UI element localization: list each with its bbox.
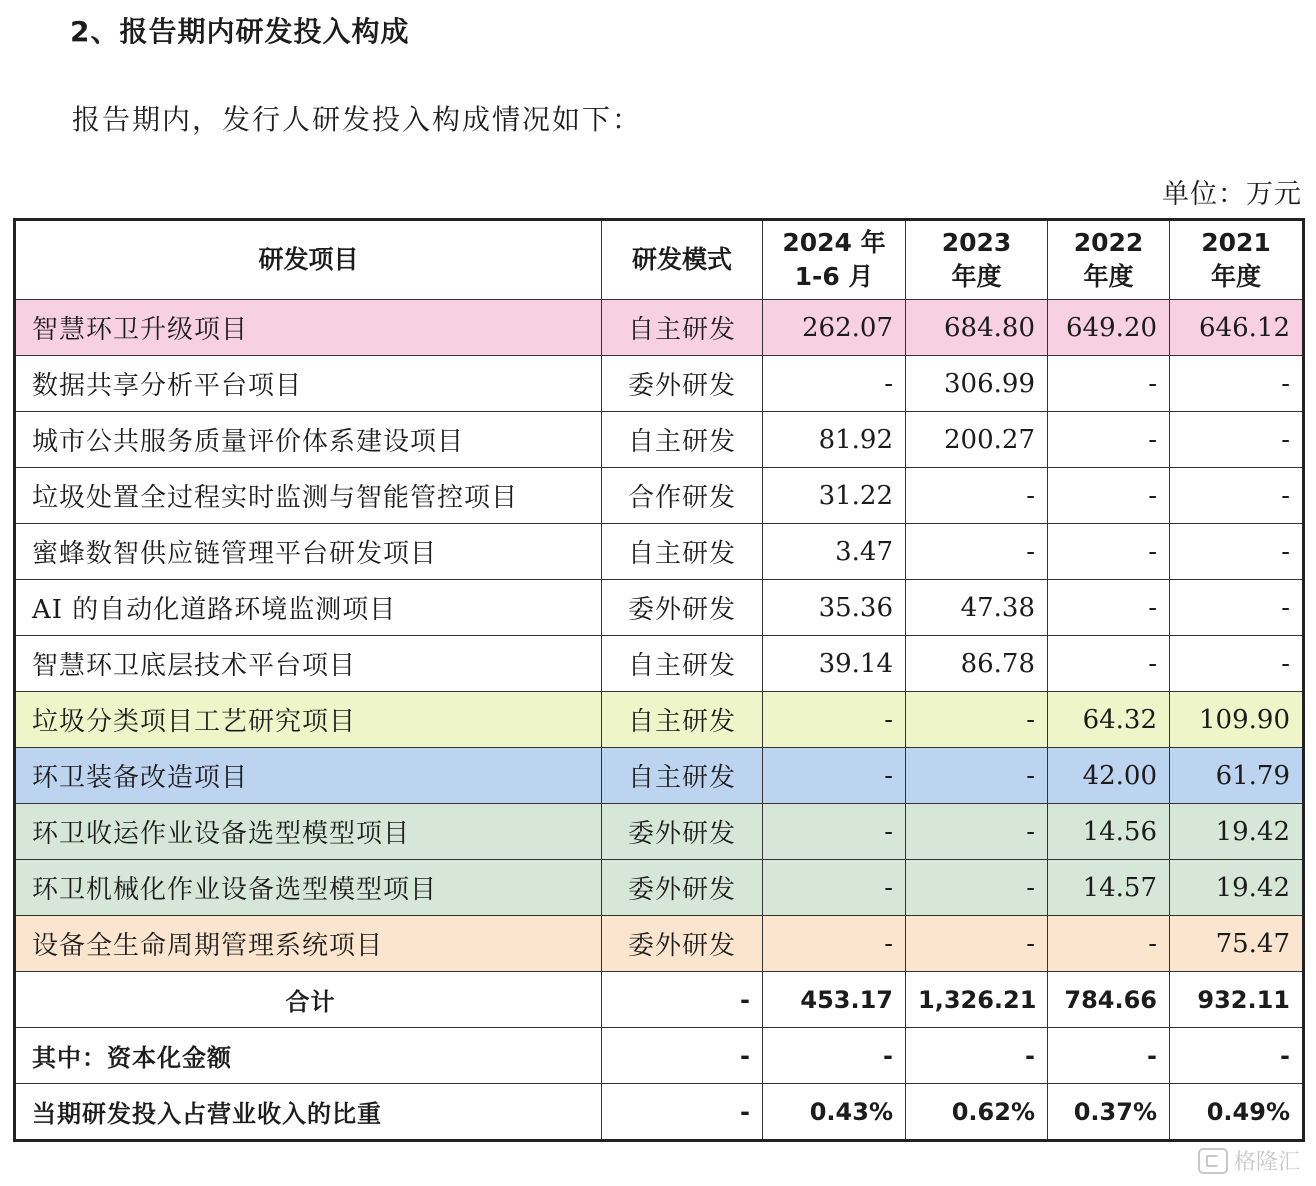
value-2024: - bbox=[763, 916, 906, 972]
intro-text: 报告期内，发行人研发投入构成情况如下： bbox=[72, 103, 643, 136]
value-2023: - bbox=[906, 804, 1048, 860]
project-name: 垃圾处置全过程实时监测与智能管控项目 bbox=[15, 468, 602, 524]
project-name: 垃圾分类项目工艺研究项目 bbox=[15, 692, 602, 748]
project-name: 智慧环卫升级项目 bbox=[15, 300, 602, 356]
value-2023: 306.99 bbox=[906, 356, 1048, 412]
header-2021: 2021 年度 bbox=[1170, 220, 1304, 300]
value-2021: 75.47 bbox=[1170, 916, 1304, 972]
value-2023: - bbox=[906, 916, 1048, 972]
value-2023: - bbox=[906, 692, 1048, 748]
section-heading: 2、报告期内研发投入构成 bbox=[70, 15, 410, 48]
rd-mode: 委外研发 bbox=[602, 916, 763, 972]
ratio-2024: 0.43% bbox=[763, 1084, 906, 1141]
total-row bbox=[15, 972, 1304, 1028]
table-row bbox=[15, 356, 1304, 412]
value-2022: - bbox=[1048, 916, 1170, 972]
value-2021: - bbox=[1170, 636, 1304, 692]
gelonghui-logo-icon bbox=[1198, 1148, 1228, 1174]
table-row bbox=[15, 524, 1304, 580]
project-name: AI 的自动化道路环境监测项目 bbox=[15, 580, 602, 636]
value-2023: - bbox=[906, 860, 1048, 916]
value-2022: - bbox=[1048, 636, 1170, 692]
table-row bbox=[15, 748, 1304, 804]
total-mode: - bbox=[602, 972, 763, 1028]
project-name: 环卫机械化作业设备选型模型项目 bbox=[15, 860, 602, 916]
ratio-row bbox=[15, 1084, 1304, 1141]
capitalized-2021: - bbox=[1170, 1028, 1304, 1084]
value-2023: - bbox=[906, 524, 1048, 580]
project-name: 蜜蜂数智供应链管理平台研发项目 bbox=[15, 524, 602, 580]
ratio-mode: - bbox=[602, 1084, 763, 1141]
value-2022: - bbox=[1048, 524, 1170, 580]
rd-mode: 委外研发 bbox=[602, 580, 763, 636]
value-2024: 31.22 bbox=[763, 468, 906, 524]
capitalized-row bbox=[15, 1028, 1304, 1084]
ratio-2022: 0.37% bbox=[1048, 1084, 1170, 1141]
value-2021: 61.79 bbox=[1170, 748, 1304, 804]
value-2022: - bbox=[1048, 412, 1170, 468]
header-2024: 2024 年 1-6 月 bbox=[763, 220, 906, 300]
header-2023: 2023 年度 bbox=[906, 220, 1048, 300]
table-row bbox=[15, 636, 1304, 692]
project-name: 设备全生命周期管理系统项目 bbox=[15, 916, 602, 972]
total-2024: 453.17 bbox=[763, 972, 906, 1028]
value-2022: 649.20 bbox=[1048, 300, 1170, 356]
rd-mode: 自主研发 bbox=[602, 300, 763, 356]
header-project: 研发项目 bbox=[15, 220, 602, 300]
value-2021: - bbox=[1170, 468, 1304, 524]
total-2021: 932.11 bbox=[1170, 972, 1304, 1028]
watermark bbox=[1198, 1145, 1300, 1176]
rd-mode: 自主研发 bbox=[602, 636, 763, 692]
value-2021: - bbox=[1170, 580, 1304, 636]
header-2022: 2022 年度 bbox=[1048, 220, 1170, 300]
value-2023: 684.80 bbox=[906, 300, 1048, 356]
total-2023: 1,326.21 bbox=[906, 972, 1048, 1028]
rd-mode: 委外研发 bbox=[602, 860, 763, 916]
watermark-text: 格隆汇 bbox=[1233, 1150, 1300, 1175]
value-2024: 35.36 bbox=[763, 580, 906, 636]
rd-mode: 自主研发 bbox=[602, 524, 763, 580]
value-2023: 86.78 bbox=[906, 636, 1048, 692]
ratio-2023: 0.62% bbox=[906, 1084, 1048, 1141]
value-2021: 19.42 bbox=[1170, 804, 1304, 860]
value-2022: - bbox=[1048, 468, 1170, 524]
value-2023: 47.38 bbox=[906, 580, 1048, 636]
value-2024: 262.07 bbox=[763, 300, 906, 356]
value-2024: - bbox=[763, 748, 906, 804]
total-2022: 784.66 bbox=[1048, 972, 1170, 1028]
total-label: 合计 bbox=[15, 972, 602, 1028]
value-2023: - bbox=[906, 748, 1048, 804]
value-2022: 64.32 bbox=[1048, 692, 1170, 748]
rd-mode: 委外研发 bbox=[602, 804, 763, 860]
capitalized-2022: - bbox=[1048, 1028, 1170, 1084]
value-2024: - bbox=[763, 692, 906, 748]
value-2021: 109.90 bbox=[1170, 692, 1304, 748]
rd-mode: 自主研发 bbox=[602, 412, 763, 468]
project-name: 智慧环卫底层技术平台项目 bbox=[15, 636, 602, 692]
table-row bbox=[15, 804, 1304, 860]
value-2021: 19.42 bbox=[1170, 860, 1304, 916]
value-2021: - bbox=[1170, 412, 1304, 468]
rd-investment-table bbox=[13, 218, 1305, 1142]
value-2022: 14.57 bbox=[1048, 860, 1170, 916]
capitalized-mode: - bbox=[602, 1028, 763, 1084]
value-2023: 200.27 bbox=[906, 412, 1048, 468]
capitalized-2024: - bbox=[763, 1028, 906, 1084]
rd-mode: 自主研发 bbox=[602, 748, 763, 804]
value-2024: 81.92 bbox=[763, 412, 906, 468]
value-2021: - bbox=[1170, 524, 1304, 580]
value-2024: 39.14 bbox=[763, 636, 906, 692]
capitalized-2023: - bbox=[906, 1028, 1048, 1084]
value-2022: 14.56 bbox=[1048, 804, 1170, 860]
value-2024: - bbox=[763, 804, 906, 860]
unit-label: 单位：万元 bbox=[1162, 179, 1302, 210]
table-row bbox=[15, 412, 1304, 468]
capitalized-label: 其中：资本化金额 bbox=[15, 1028, 602, 1084]
table-row bbox=[15, 468, 1304, 524]
value-2022: - bbox=[1048, 356, 1170, 412]
table-row bbox=[15, 300, 1304, 356]
ratio-2021: 0.49% bbox=[1170, 1084, 1304, 1141]
value-2024: - bbox=[763, 860, 906, 916]
table-row bbox=[15, 860, 1304, 916]
table-header-row bbox=[15, 220, 1304, 300]
rd-mode: 委外研发 bbox=[602, 356, 763, 412]
value-2021: - bbox=[1170, 356, 1304, 412]
value-2024: 3.47 bbox=[763, 524, 906, 580]
value-2023: - bbox=[906, 468, 1048, 524]
value-2022: 42.00 bbox=[1048, 748, 1170, 804]
value-2021: 646.12 bbox=[1170, 300, 1304, 356]
project-name: 城市公共服务质量评价体系建设项目 bbox=[15, 412, 602, 468]
table-row bbox=[15, 916, 1304, 972]
rd-mode: 自主研发 bbox=[602, 692, 763, 748]
project-name: 数据共享分析平台项目 bbox=[15, 356, 602, 412]
table-row bbox=[15, 580, 1304, 636]
header-mode: 研发模式 bbox=[602, 220, 763, 300]
table-row bbox=[15, 692, 1304, 748]
project-name: 环卫收运作业设备选型模型项目 bbox=[15, 804, 602, 860]
ratio-label: 当期研发投入占营业收入的比重 bbox=[15, 1084, 602, 1141]
value-2022: - bbox=[1048, 580, 1170, 636]
value-2024: - bbox=[763, 356, 906, 412]
rd-mode: 合作研发 bbox=[602, 468, 763, 524]
project-name: 环卫装备改造项目 bbox=[15, 748, 602, 804]
